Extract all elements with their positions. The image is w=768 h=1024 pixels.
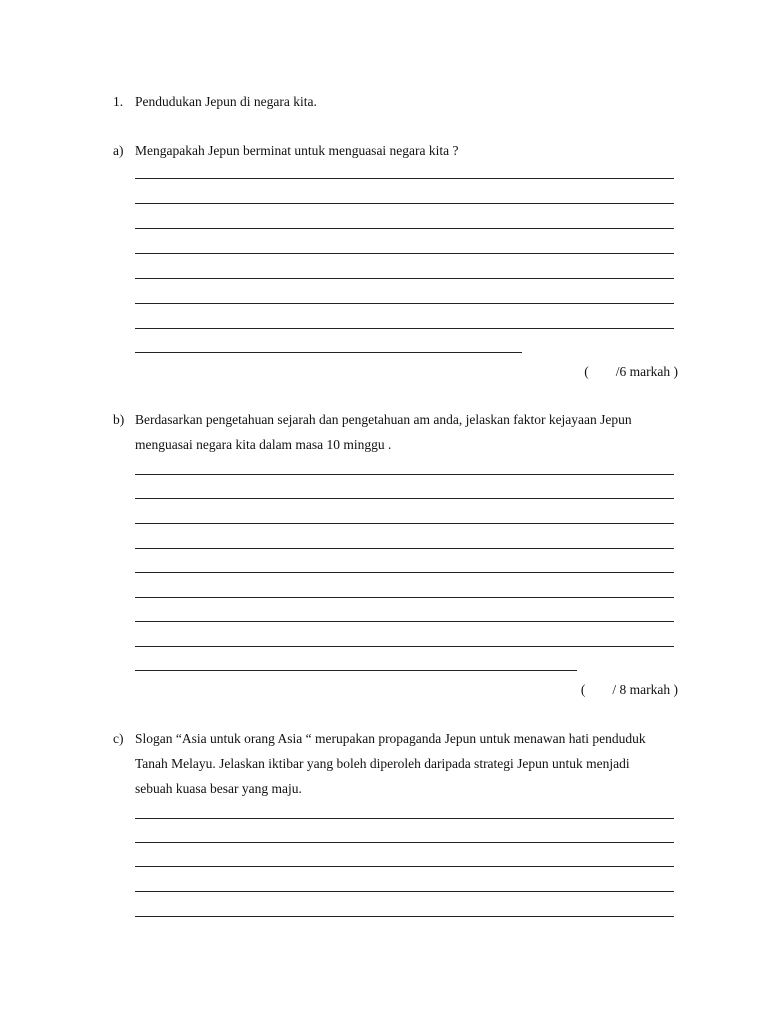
answer-line[interactable] [135,498,674,499]
answer-line[interactable] [135,891,674,892]
answer-line[interactable] [135,303,674,304]
part-a-marks: ( /6 markah ) [584,364,678,379]
answer-line[interactable] [135,597,674,598]
answer-line[interactable] [135,253,674,254]
answer-line[interactable] [135,916,674,917]
part-b-marks: ( / 8 markah ) [580,682,678,697]
part-c-label: c) [113,731,124,746]
answer-line[interactable] [135,178,674,179]
part-a-question: Mengapakah Jepun berminat untuk menguasai negara kita ? [135,143,459,158]
part-b-question-line: Berdasarkan pengetahuan sejarah dan pengetahuan am anda, jelaskan faktor kejayaan Jepun [135,412,632,427]
answer-line[interactable] [135,842,674,843]
answer-line[interactable] [135,328,674,329]
answer-line[interactable] [135,474,674,475]
answer-line[interactable] [135,621,674,622]
part-b-label: b) [113,412,125,427]
part-c-question-line: Slogan “Asia untuk orang Asia “ merupakan propaganda Jepun untuk menawan hati penduduk [135,731,646,746]
answer-line[interactable] [135,523,674,524]
answer-line[interactable] [135,203,674,204]
part-b-question-line: menguasai negara kita dalam masa 10 minggu . [135,437,392,452]
answer-line[interactable] [135,670,577,671]
answer-line[interactable] [135,352,522,353]
answer-line[interactable] [135,278,674,279]
part-c-question-line: sebuah kuasa besar yang maju. [135,781,302,796]
answer-line[interactable] [135,646,674,647]
answer-line[interactable] [135,572,674,573]
answer-line[interactable] [135,228,674,229]
answer-line[interactable] [135,866,674,867]
answer-line[interactable] [135,548,674,549]
question-number: 1. [113,94,124,109]
part-c-question-line: Tanah Melayu. Jelaskan iktibar yang boleh diperoleh daripada strategi Jepun untuk menjadi [135,756,630,771]
answer-line[interactable] [135,818,674,819]
part-a-label: a) [113,143,124,158]
question-title: Pendudukan Jepun di negara kita. [135,94,317,109]
